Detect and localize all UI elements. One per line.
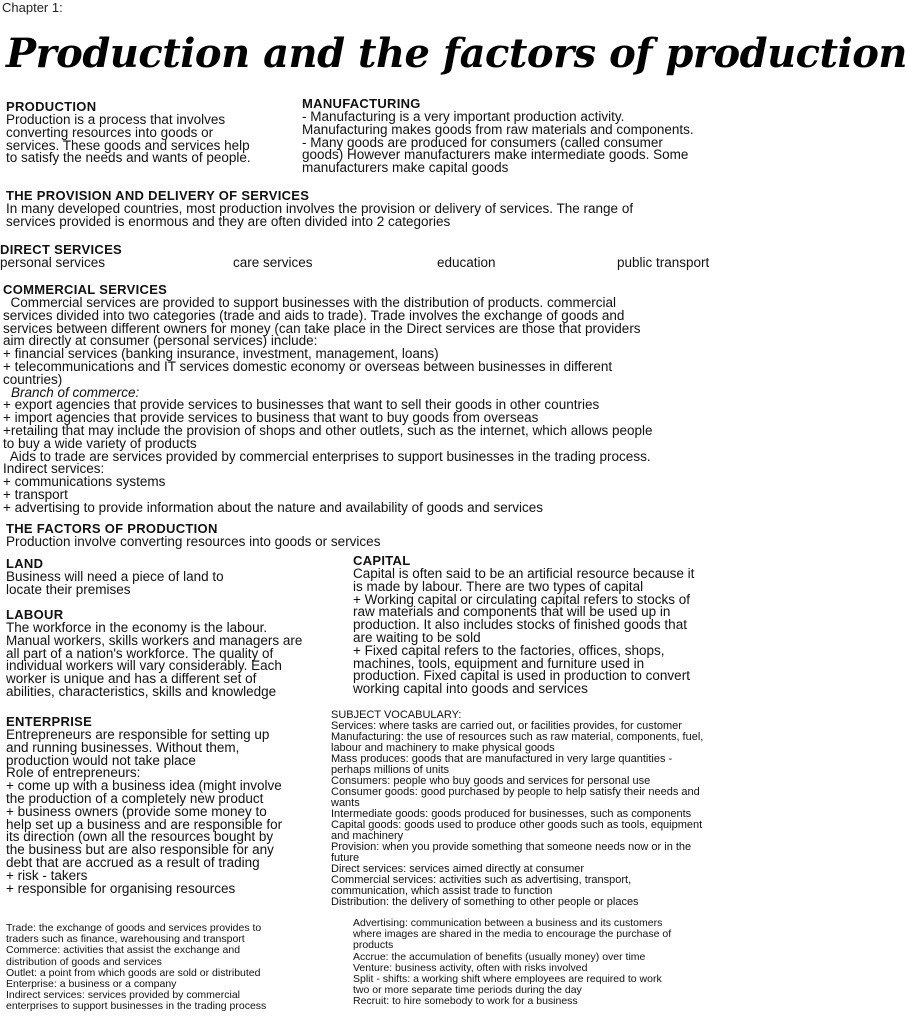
text-line: In many developed countries, most production involves the provision or delivery of services. The range of [6, 201, 634, 216]
text-line: to buy a wide variety of products [3, 435, 197, 451]
commercial-heading: COMMERCIAL SERVICES [3, 282, 168, 297]
enterprise-heading: ENTERPRISE [6, 714, 93, 729]
manufacturing-heading: MANUFACTURING [302, 96, 421, 111]
text-line: + risk - takers [6, 867, 88, 883]
text-line: Capital is often said to be an artificial resource because it [353, 566, 695, 581]
text-line: + communications systems [3, 474, 166, 490]
text-line: +retailing that may include the provision of shops and other outlets, such as the internet, which allows people [3, 422, 653, 438]
glossary-line: enterprises to support businesses in the trading process [6, 1000, 267, 1013]
text-line: + come up with a business idea (might involve [6, 778, 282, 794]
land-heading: LAND [6, 556, 44, 571]
text-line: countries) [3, 371, 63, 387]
text-line: worker is unique and has a different set of [6, 671, 257, 687]
text-line: are waiting to be sold [353, 629, 481, 645]
text-line: converting resources into goods or [6, 124, 214, 140]
text-line: + import agencies that provide services to business that want to buy goods from overseas [3, 410, 539, 426]
vocab-line: Capital goods: goods used to produce other goods such as tools, equipment [331, 819, 703, 831]
text-line: - Manufacturing is a very important production activity. [302, 109, 625, 124]
vocab-line: Services: where tasks are carried out, or facilities provides, for customer [331, 720, 682, 732]
glossary-line: products [353, 939, 394, 952]
text-line: to satisfy the needs and wants of people. [6, 150, 251, 166]
text-line: Entrepreneurs are responsible for setting up [6, 727, 270, 742]
text-line: Aids to trade are services provided by commercial enterprises to support businesses in the trading process. [3, 448, 651, 464]
text-line: debt that are accrued as a result of trading [6, 854, 260, 870]
text-line: services divided into two categories (trade and aids to trade). Trade involves the exchange of goods and [3, 307, 625, 323]
text-line: production. It also includes stocks of finished goods that [353, 617, 687, 633]
text-line: + financial services (banking insurance, investment, management, loans) [3, 346, 439, 362]
glossary-line: traders such as finance, warehousing and transport [6, 933, 245, 946]
factors-section [6, 522, 606, 549]
labour-section [6, 608, 351, 699]
text-line: The workforce in the economy is the labour. [6, 620, 268, 635]
text-line: Production is a process that involves [6, 112, 226, 127]
vocab-line: Distribution: the delivery of something to other people or places [331, 896, 639, 908]
text-line: + export agencies that provide services to businesses that want to sell their goods in other countries [3, 397, 600, 413]
vocab-line: Provision: when you provide something that someone needs now or in the [331, 841, 692, 853]
text-line: Manual workers, skills workers and managers are [6, 632, 303, 648]
glossary-line: Advertising: communication between a business and its customers [353, 917, 663, 929]
text-line: raw materials and components that will be used up in [353, 604, 671, 620]
text-line: Business will need a piece of land to [6, 569, 224, 584]
vocab-line: Consumers: people who buy goods and services for personal use [331, 775, 651, 787]
text-line: + Fixed capital refers to the factories, offices, shops, [353, 642, 665, 658]
vocab-line: Commercial services: activities such as advertising, transport, [331, 874, 632, 886]
vocab-line: future [331, 852, 360, 864]
text-line: all part of a nation's workforce. The quality of [6, 645, 274, 661]
glossary-line: Accrue: the accumulation of benefits (usually money) over time [353, 950, 646, 963]
text-line: working capital into goods and services [353, 681, 588, 697]
text-line: + advertising to provide information about the nature and availability of goods and services [3, 499, 543, 515]
vocab-line: Intermediate goods: goods produced for businesses, such as components [331, 808, 692, 820]
vocab-line: labour and machinery to make physical goods [331, 742, 555, 754]
manufacturing-section [302, 97, 764, 175]
text-line: services between different owners for money (can take place in the Direct services are those that providers [3, 320, 641, 336]
chapter-label: Chapter 1: [2, 0, 63, 15]
commercial-section [3, 283, 765, 515]
text-line: aim directly at consumer (personal services) include: [3, 333, 318, 349]
vocab-line: Mass produces: goods that are manufactured in very large quantities - [331, 753, 673, 765]
branch-of-commerce-label: Branch of commerce: [11, 384, 140, 400]
page-title: Production and the factors of production [6, 30, 907, 77]
capital-heading: CAPITAL [353, 553, 411, 568]
land-section [6, 557, 336, 597]
vocab-line: and machinery [331, 830, 404, 842]
text-line: Manufacturing makes goods from raw materials and components. [302, 121, 694, 137]
text-line: + transport [3, 486, 68, 502]
production-section [6, 100, 298, 165]
text-line: goods) However manufacturers make intermediate goods. Some [302, 147, 689, 163]
vocab-line: Manufacturing: the use of resources such as raw material, components, fuel, [331, 731, 704, 743]
text-line: abilities, characteristics, skills and knowledge [6, 683, 277, 699]
text-line: machines, tools, equipment and furniture used in [353, 655, 645, 671]
vocabulary-heading: SUBJECT VOCABULARY: [331, 709, 462, 721]
text-line: its direction (own all the resources bought by [6, 829, 274, 845]
glossary-right [353, 918, 765, 1008]
text-line: + responsible for organising resources [6, 880, 236, 896]
vocab-line: perhaps millions of units [331, 764, 450, 776]
vocab-line: Direct services: services aimed directly at consumer [331, 863, 585, 875]
text-line: the business but are also responsible for any [6, 842, 274, 858]
glossary-line: two or more separate time periods during the day [353, 984, 582, 997]
direct-services-heading: DIRECT SERVICES [0, 242, 123, 257]
text-line: Indirect services: [3, 461, 105, 477]
enterprise-section [6, 715, 331, 895]
glossary-line: Venture: business activity, often with risks involved [353, 961, 588, 974]
direct-service-item: personal services [0, 255, 106, 270]
glossary-left [6, 923, 336, 1013]
vocabulary-section [331, 710, 767, 908]
glossary-line: Split - shifts: a working shift where employees are required to work [353, 973, 662, 986]
text-line: manufacturers make capital goods [302, 160, 509, 176]
glossary-line: distribution of goods and services [6, 955, 162, 968]
glossary-line: Trade: the exchange of goods and services provides to [6, 922, 262, 934]
glossary-line: Recruit: to hire somebody to work for a business [353, 995, 578, 1008]
vocab-line: Consumer goods: good purchased by people to help satisfy their needs and [331, 786, 700, 798]
capital-section [353, 554, 765, 696]
vocab-line: wants [331, 797, 360, 809]
direct-service-item: education [437, 255, 496, 270]
factors-heading: THE FACTORS OF PRODUCTION [6, 521, 218, 536]
text-line: individual workers will vary considerably. Each [6, 658, 282, 674]
factors-intro: Production involve converting resources into goods or services [6, 534, 381, 549]
text-line: production would not take place [6, 752, 196, 768]
provision-section [6, 189, 764, 229]
text-line: + business owners (provide some money to [6, 803, 267, 819]
direct-service-item: public transport [617, 255, 710, 270]
text-line: Commercial services are provided to support businesses with the distribution of products. commercial [3, 295, 617, 310]
text-line: Role of entrepreneurs: [6, 765, 141, 781]
text-line: - Many goods are produced for consumers (called consumer [302, 134, 663, 150]
glossary-line: Enterprise: a business or a company [6, 978, 177, 991]
text-line: services. These goods and services help [6, 137, 250, 153]
labour-heading: LABOUR [6, 607, 64, 622]
provision-heading: THE PROVISION AND DELIVERY OF SERVICES [6, 188, 310, 203]
glossary-line: where images are shared in the media to encourage the purchase of [353, 928, 672, 941]
glossary-line: Outlet: a point from which goods are sold or distributed [6, 966, 261, 979]
glossary-line: Commerce: activities that assist the exchange and [6, 944, 241, 957]
text-line: + telecommunications and IT services domestic economy or overseas between businesses in different [3, 358, 613, 374]
text-line: and running businesses. Without them, [6, 739, 240, 755]
production-heading: PRODUCTION [6, 99, 97, 114]
text-line: services provided is enormous and they are often divided into 2 categories [6, 213, 451, 229]
text-line: + Working capital or circulating capital refers to stocks of [353, 591, 691, 607]
text-line: is made by labour. There are two types of capital [353, 578, 644, 594]
direct-service-item: care services [233, 255, 313, 270]
text-line: the production of a completely new product [6, 790, 264, 806]
vocab-line: communication, which assist trade to function [331, 885, 553, 897]
text-line: production. Fixed capital is used in production to convert [353, 668, 690, 684]
text-line: locate their premises [6, 581, 131, 597]
glossary-line: Indirect services: services provided by commercial [6, 989, 240, 1002]
text-line: help set up a business and are responsible for [6, 816, 283, 832]
